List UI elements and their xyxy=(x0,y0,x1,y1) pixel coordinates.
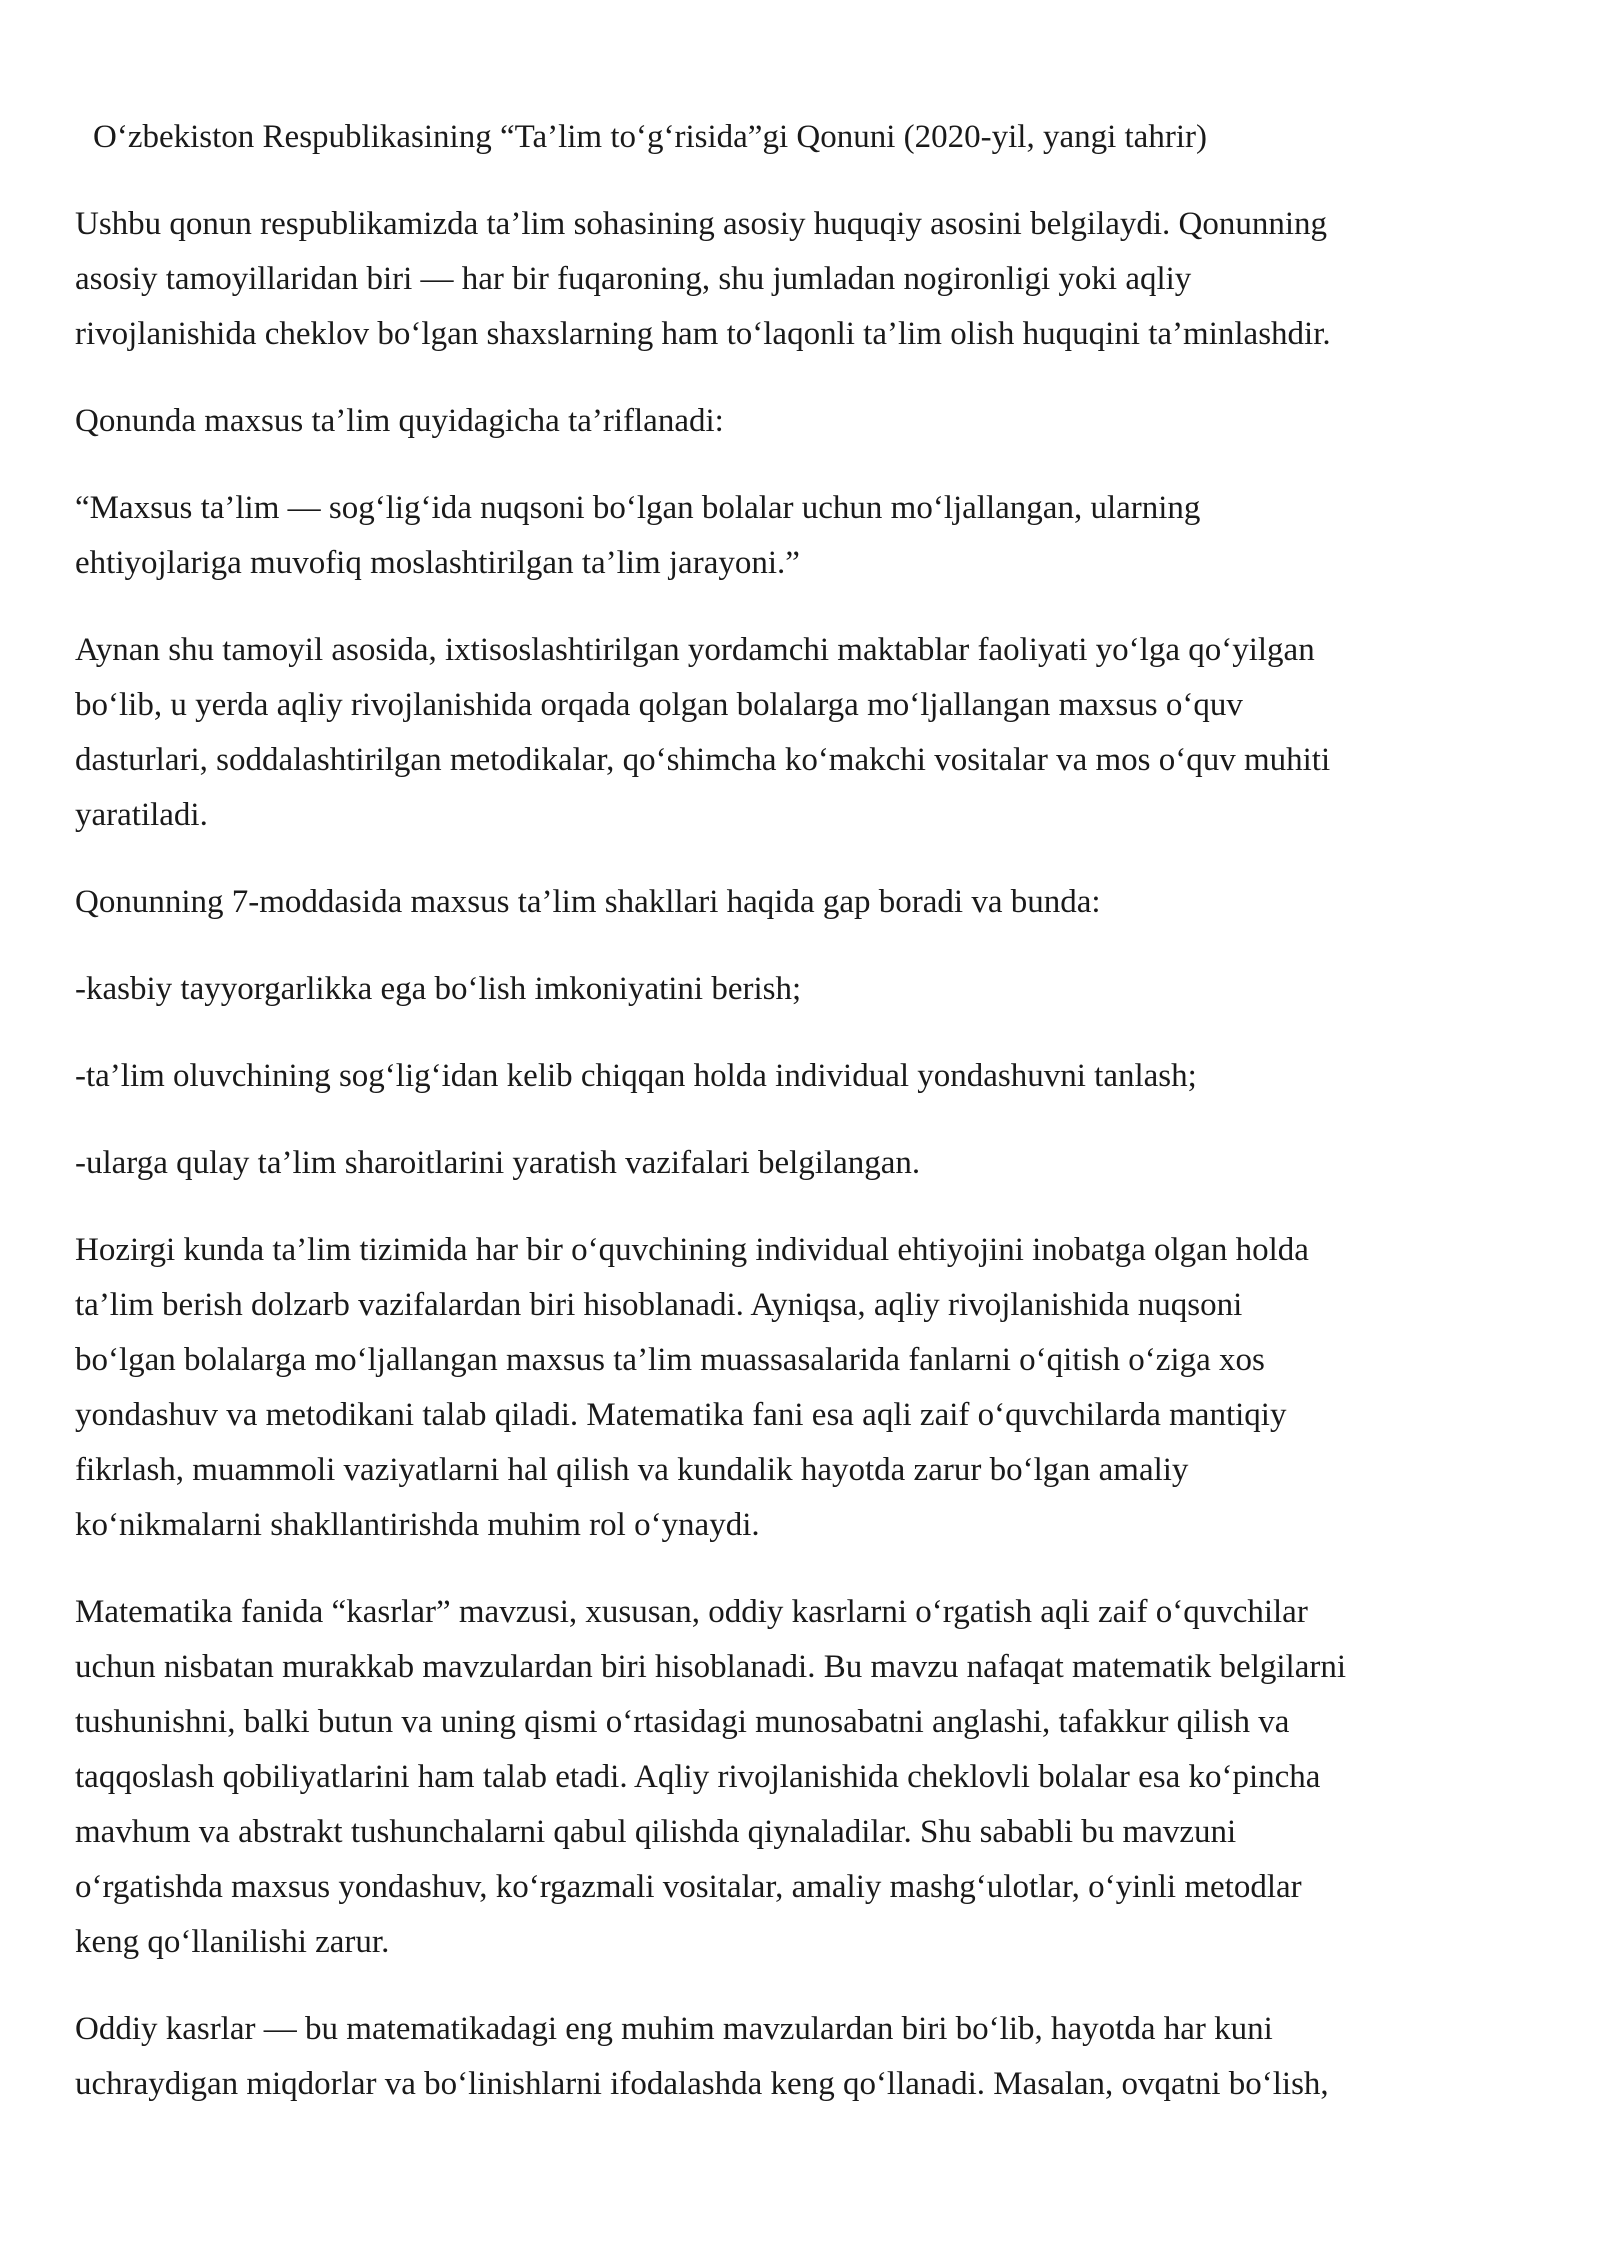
text-line: ehtiyojlariga muvofiq moslashtirilgan ta’lim jarayoni.” xyxy=(75,545,800,581)
text-line: uchun nisbatan murakkab mavzulardan biri hisoblanadi. Bu mavzu nafaqat matematik belgilarni xyxy=(75,1649,1347,1685)
document-title: O‘zbekiston Respublikasining “Ta’lim to‘g‘risida”gi Qonuni (2020-yil, yangi tahrir) xyxy=(93,119,1207,155)
paragraph xyxy=(75,1223,1555,1553)
text-line: Qonunning 7-moddasida maxsus ta’lim shakllari haqida gap boradi va bunda: xyxy=(75,884,1101,920)
text-line: ta’lim berish dolzarb vazifalardan biri hisoblanadi. Ayniqsa, aqliy rivojlanishida nuqsoni xyxy=(75,1287,1243,1323)
paragraph xyxy=(75,623,1555,843)
paragraph xyxy=(75,481,1555,591)
paragraph xyxy=(75,1049,1555,1104)
text-line: taqqoslash qobiliyatlarini ham talab etadi. Aqliy rivojlanishida cheklovli bolalar esa ko‘pincha xyxy=(75,1759,1321,1795)
text-line: fikrlash, muammoli vaziyatlarni hal qilish va kundalik hayotda zarur bo‘lgan amaliy xyxy=(75,1452,1189,1488)
text-line: mavhum va abstrakt tushunchalarni qabul qilishda qiynaladilar. Shu sababli bu mavzuni xyxy=(75,1814,1237,1850)
text-line: keng qo‘llanilishi zarur. xyxy=(75,1924,390,1960)
text-line: bo‘lgan bolalarga mo‘ljallangan maxsus ta’lim muassasalarida fanlarni o‘qitish o‘ziga xos xyxy=(75,1342,1265,1378)
text-line: “Maxsus ta’lim — sog‘lig‘ida nuqsoni bo‘lgan bolalar uchun mo‘ljallangan, ularning xyxy=(75,490,1201,526)
paragraph xyxy=(75,1585,1555,1970)
document-body xyxy=(75,197,1555,2112)
paragraph xyxy=(75,2002,1555,2112)
text-line: Matematika fanida “kasrlar” mavzusi, xususan, oddiy kasrlarni o‘rgatish aqli zaif o‘quvchilar xyxy=(75,1594,1308,1630)
text-line: -ularga qulay ta’lim sharoitlarini yaratish vazifalari belgilangan. xyxy=(75,1145,921,1181)
text-line: -kasbiy tayyorgarlikka ega bo‘lish imkoniyatini berish; xyxy=(75,971,802,1007)
text-line: -ta’lim oluvchining sog‘lig‘idan kelib chiqqan holda individual yondashuvni tanlash; xyxy=(75,1058,1197,1094)
paragraph xyxy=(75,394,1555,449)
document-page xyxy=(75,110,1555,2144)
text-line: o‘rgatishda maxsus yondashuv, ko‘rgazmali vositalar, amaliy mashg‘ulotlar, o‘yinli metodlar xyxy=(75,1869,1302,1905)
paragraph xyxy=(75,197,1555,362)
text-line: Ushbu qonun respublikamizda ta’lim sohasining asosiy huquqiy asosini belgilaydi. Qonunning xyxy=(75,206,1328,242)
text-line: yondashuv va metodikani talab qiladi. Matematika fani esa aqli zaif o‘quvchilarda mantiqiy xyxy=(75,1397,1287,1433)
text-line: bo‘lib, u yerda aqliy rivojlanishida orqada qolgan bolalarga mo‘ljallangan maxsus o‘quv xyxy=(75,687,1243,723)
text-line: Hozirgi kunda ta’lim tizimida har bir o‘quvchining individual ehtiyojini inobatga olgan holda xyxy=(75,1232,1309,1268)
text-line: Aynan shu tamoyil asosida, ixtisoslashtirilgan yordamchi maktablar faoliyati yo‘lga qo‘yilgan xyxy=(75,632,1315,668)
text-line: Oddiy kasrlar — bu matematikadagi eng muhim mavzulardan biri bo‘lib, hayotda har kuni xyxy=(75,2011,1273,2047)
paragraph xyxy=(75,1136,1555,1191)
text-line: dasturlari, soddalashtirilgan metodikalar, qo‘shimcha ko‘makchi vositalar va mos o‘quv muhiti xyxy=(75,742,1331,778)
text-line: Qonunda maxsus ta’lim quyidagicha ta’riflanadi: xyxy=(75,403,724,439)
text-line: ko‘nikmalarni shakllantirishda muhim rol o‘ynaydi. xyxy=(75,1507,760,1543)
text-line: tushunishni, balki butun va uning qismi o‘rtasidagi munosabatni anglashi, tafakkur qilish va xyxy=(75,1704,1290,1740)
paragraph xyxy=(75,875,1555,930)
text-line: asosiy tamoyillaridan biri — har bir fuqaroning, shu jumladan nogironligi yoki aqliy xyxy=(75,261,1192,297)
text-line: yaratiladi. xyxy=(75,797,208,833)
paragraph xyxy=(75,962,1555,1017)
text-line: rivojlanishida cheklov bo‘lgan shaxslarning ham to‘laqonli ta’lim olish huquqini ta’minlashdir. xyxy=(75,316,1331,352)
text-line: uchraydigan miqdorlar va bo‘linishlarni ifodalashda keng qo‘llanadi. Masalan, ovqatni bo‘lish, xyxy=(75,2066,1329,2102)
